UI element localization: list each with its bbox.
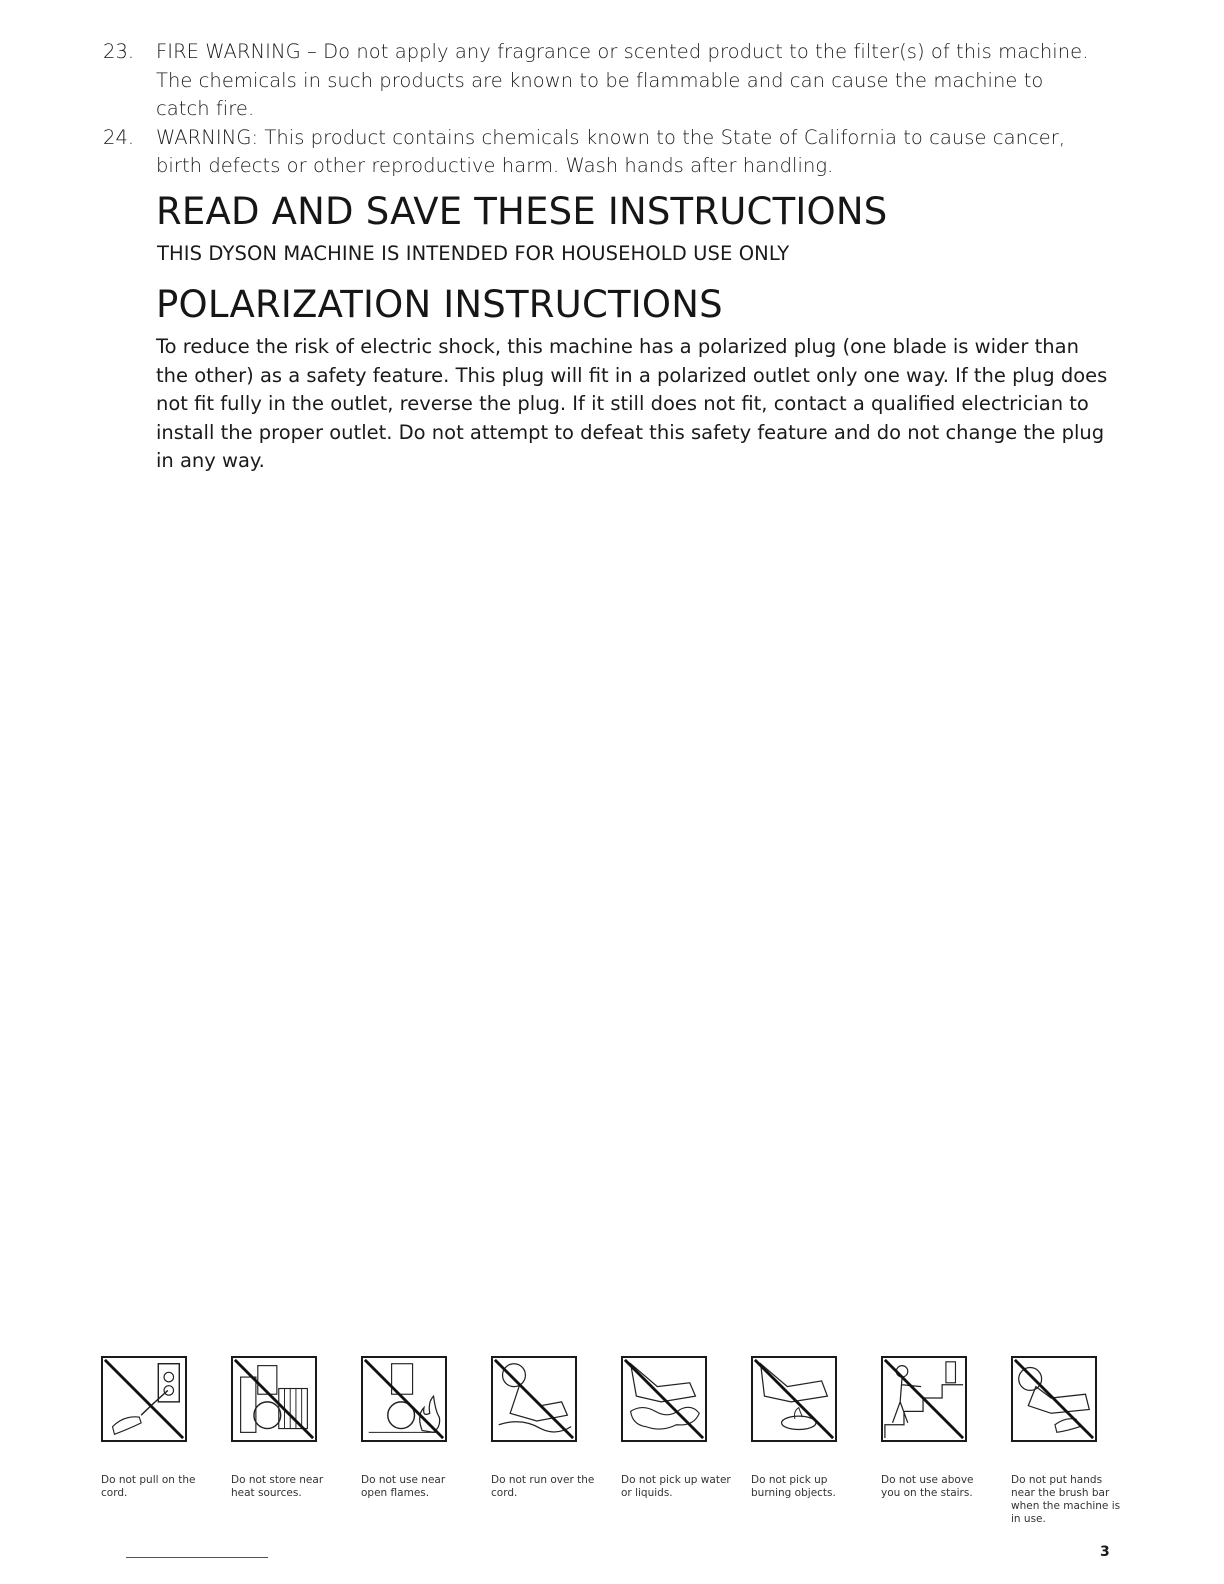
icon-caption: Do not put hands near the brush bar when the machine is in use.: [1011, 1474, 1121, 1525]
run-over-cord-icon: [491, 1356, 577, 1442]
pull-cord-icon: [101, 1356, 187, 1442]
item-number: 23.: [103, 40, 135, 63]
warning-icon-item: [491, 1356, 609, 1500]
warning-icon-item: [361, 1356, 479, 1500]
icon-caption: Do not use near open flames.: [361, 1474, 446, 1499]
icon-caption: Do not pick up water or liquids.: [621, 1474, 731, 1499]
page-number: 3: [1100, 1544, 1110, 1560]
read-save-heading: READ AND SAVE THESE INSTRUCTIONS: [156, 190, 888, 233]
icon-caption: Do not pick up burning objects.: [751, 1474, 836, 1499]
heat-source-icon: [231, 1356, 317, 1442]
icon-caption: Do not store near heat sources.: [231, 1474, 324, 1499]
polarization-body: To reduce the risk of electric shock, this machine has a polarized plug (one blade is wider than the other) as a safety feature. This plug will fit in a polarized outlet only one way. If the plug does not fit fully in the outlet, reverse the plug. If it still does not fit, contact a qualified electrician to install the proper outlet. Do not attempt to defeat this safety feature and do not change the plug in any way.: [156, 335, 1108, 472]
warning-list: [103, 38, 1103, 181]
water-icon: [621, 1356, 707, 1442]
icon-caption: Do not use above you on the stairs.: [881, 1474, 974, 1499]
polarization-heading: POLARIZATION INSTRUCTIONS: [156, 283, 723, 326]
footer-rule: [126, 1557, 268, 1558]
item-number: 24.: [103, 125, 135, 149]
open-flame-icon: [361, 1356, 447, 1442]
icon-caption: Do not pull on the cord.: [101, 1474, 196, 1499]
warning-icon-item: [101, 1356, 219, 1500]
warning-icon-row: [101, 1356, 1131, 1536]
icon-caption: Do not run over the cord.: [491, 1474, 595, 1499]
warning-icon-item: [621, 1356, 739, 1500]
item-text: FIRE WARNING – Do not apply any fragrance or scented product to the filter(s) of this machine. The chemicals in such products are known to be flammable and can cause the machine to catch fire.: [156, 40, 1089, 120]
burning-object-icon: [751, 1356, 837, 1442]
item-text: WARNING: This product contains chemicals known to the State of California to cause cancer, birth defects or other reproductive harm. Wash hands after handling.: [156, 125, 1066, 177]
list-item: [103, 124, 1103, 181]
warning-icon-item: [231, 1356, 349, 1500]
brush-bar-icon: [1011, 1356, 1097, 1442]
list-item: [103, 38, 1103, 124]
warning-icon-item: [1011, 1356, 1129, 1526]
warning-icon-item: [751, 1356, 869, 1500]
household-use-note: THIS DYSON MACHINE IS INTENDED FOR HOUSEHOLD USE ONLY: [157, 242, 790, 265]
warning-icon-item: [881, 1356, 999, 1500]
stairs-icon: [881, 1356, 967, 1442]
